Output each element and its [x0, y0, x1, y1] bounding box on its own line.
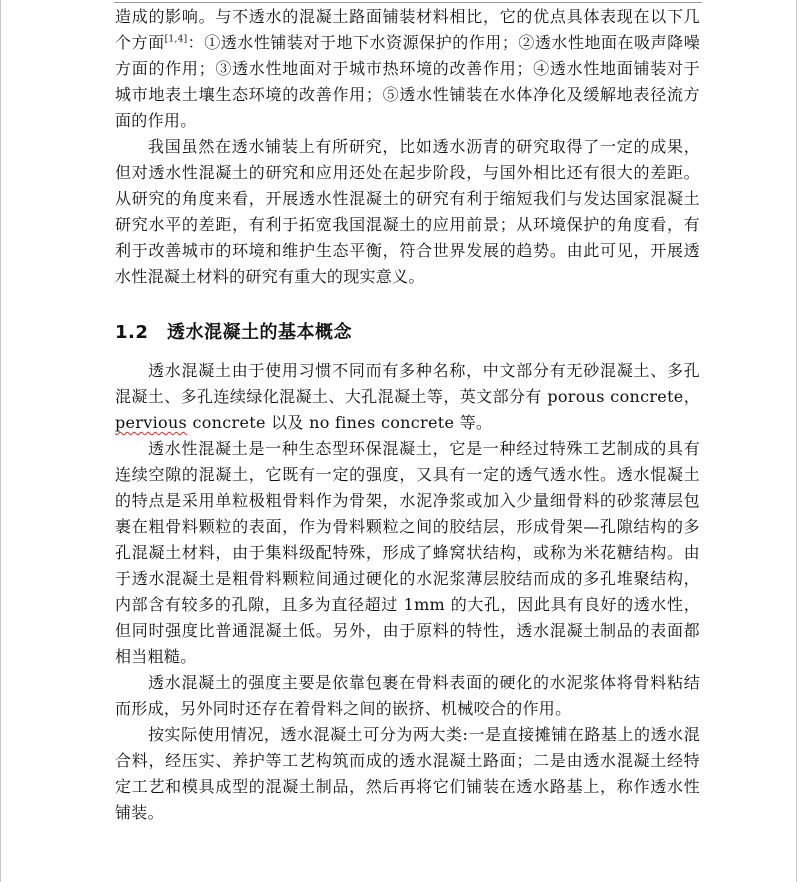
paragraph-names: [115, 358, 700, 436]
paragraph-advantages-list: ：①透水性铺装对于地下水资源保护的作用；②透水性地面在吸声降噪方面的作用；③透水性地面对于城市热环境的改善作用；④透水性地面铺装对于城市地表土壤生态环境的改善作用；⑤透水性铺装在水体净化及缓解地表径流方面的作用。: [115, 33, 700, 130]
section-number: 1.2: [115, 322, 149, 343]
paragraph-advantages-text: 造成的影响。与不透水的混凝土路面铺装材料相比，它的优点具体表现在以下几个方面: [115, 7, 700, 52]
citation-marker[interactable]: [1,4]: [164, 34, 188, 45]
paragraph-names-text: 透水混凝土由于使用习惯不同而有多种名称，中文部分有无砂混凝土、多孔混凝土、多孔连续绿化混凝土、大孔混凝土等，英文部分有 porous concrete，: [115, 361, 700, 406]
paragraph-definition: 透水性混凝土是一种生态型环保混凝土，它是一种经过特殊工艺制成的具有连续空隙的混凝土，它既有一定的强度，又具有一定的透气透水性。透水惃凝土的特点是采用单粒极粗骨料作为骨架，水泥净浆或加入少量细骨料的砂浆薄层包裹在粗骨料颗粒的表面，作为骨料颗粒之间的胶结层，形成骨架—孔隙结构的多孔混凝土材料，由于集料级配特殊，形成了蜂窝状结构，或称为米花糖结构。由于透水混凝土是粗骨料颗粒间通过硬化的水泥浆薄层胶结而成的多孔堆聚结构，内部含有较多的孔隙，且多为直径超过 1mm 的大孔，因此具有良好的透水性，但同时强度比普通混凝土低。另外，由于原料的特性，透水混凝土制品的表面都相当粗糙。: [115, 439, 700, 666]
section-title: 透水混凝土的基本概念: [167, 322, 352, 343]
top-divider: [114, 2, 702, 3]
section-heading: [115, 318, 700, 348]
paragraph-strength: 透水混凝土的强度主要是依靠包裹在骨料表面的硬化的水泥浆体将骨料粘结而形成，另外同时还存在着骨料之间的嵌挤、机械咬合的作用。: [115, 673, 700, 718]
paragraph-research-status: 我国虽然在透水铺装上有所研究，比如透水沥青的研究取得了一定的成果，但对透水性混凝土的研究和应用还处在起步阶段，与国外相比还有很大的差距。从研究的角度来看，开展透水性混凝土的研究有利于缩短我们与发达国家混凝土研究水平的差距，有利于拓宽我国混凝土的应用前景；从环境保护的角度看，有利于改善城市的环境和维护生态平衡，符合世界发展的趋势。由此可见，开展透水性混凝土材料的研究有重大的现实意义。: [115, 137, 700, 286]
document-body: [115, 4, 700, 826]
paragraph-advantages: [115, 4, 700, 134]
paragraph-names-tail: concrete 以及 no fines concrete 等。: [187, 413, 493, 432]
paragraph-classification: 按实际使用情况，透水混凝土可分为两大类:一是直接摊铺在路基上的透水混合料，经压实、养护等工艺构筑而成的透水混凝土路面；二是由透水混凝土经特定工艺和模具成型的混凝土制品，然后再将它们铺装在透水路基上，称作透水性铺装。: [115, 725, 700, 822]
spellcheck-flagged-word[interactable]: pervious: [115, 413, 188, 432]
